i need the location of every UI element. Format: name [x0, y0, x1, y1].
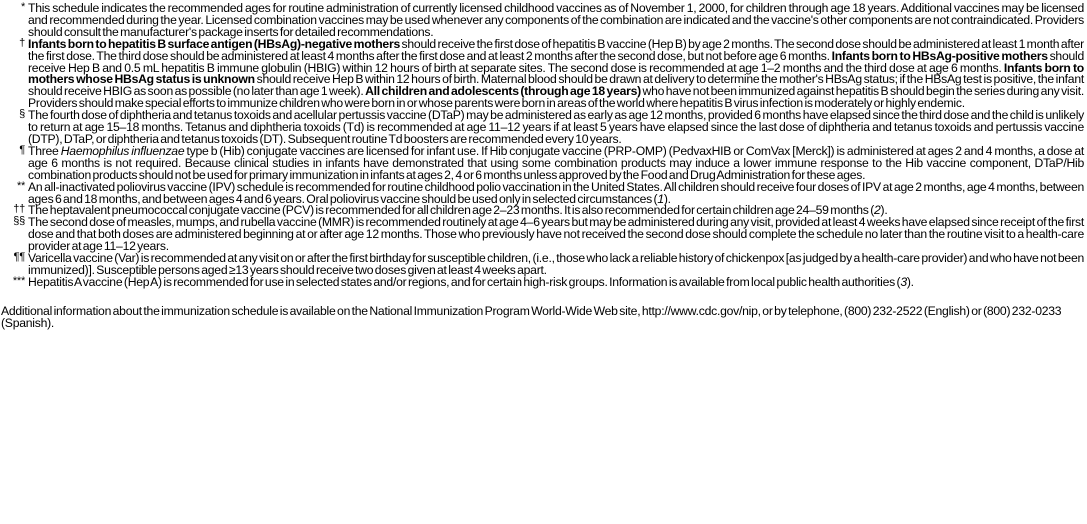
footnote-marker: *: [20, 1, 25, 13]
footnote-text-run: Haemophilus influenzae: [60, 143, 185, 158]
footnote-text-run: ).: [663, 191, 671, 206]
footnote-list: [0, 3, 1084, 289]
footnote-text-run: All children and adolescents (through age 18 years): [365, 84, 641, 99]
footnote-marker: †: [19, 36, 25, 49]
footnote-marker: ¶¶: [13, 251, 25, 264]
footnote-text-run: should receive Hep B and 0.5 mL hepatitis B immune globulin (HBIG) within 12 hours of birth at separate sites. The second dose is recommended at age 1–2 months and the third dose at age 6 months.: [28, 48, 1084, 75]
footnote-row: [0, 217, 1084, 253]
footnote-text-run: 3: [900, 274, 907, 289]
footnote-text: [28, 179, 1084, 206]
footnote-text-run: Hepatitis A vaccine (Hep A) is recommended for use in selected states and/or regions, and for certain high-risk groups. Information is available from local public health authorities (: [28, 274, 901, 289]
footnote-text: [28, 274, 1084, 289]
footnote-text-run: Infants born to hepatitis B surface antigen (HBsAg)-negative mothers: [28, 36, 400, 51]
footnote-text-run: should receive the first dose of hepatitis B vaccine (Hep B) by age 2 months. The second dose should be administered at least 1 month after the first dose. The third dose should be administered at least 4 months after the first dose and at least 2 months after the second dose, but not before age 6 months.: [28, 36, 1084, 63]
footnote-text-run: An all-inactivated poliovirus vaccine (IPV) schedule is recommended for routine childhood polio vaccination in the United States. All children should receive four doses of IPV at age 2 months, age 4 months, between ages 6 and 18 months, and between ages 4 and 6 years. Oral poliovirus vaccine should be used only in selected circumstances (: [28, 179, 1084, 206]
footnote-text-run: Three: [28, 143, 61, 158]
footnote-text-run: The second dose of measles, mumps, and rubella vaccine (MMR) is recommended routinely at age 4–6 years but may be administered during any visit, provided at least 4 weeks have elapsed since receipt of the first dose and that both doses are administered beginning at or after age 12 months. Those who previously have not received the second dose should complete the schedule no later than the routine visit to a health-care provider at age 11–12 years.: [28, 215, 1084, 254]
footnote-row: [0, 110, 1084, 146]
footnote-text-run: 2: [874, 203, 881, 218]
footnote-row: [0, 179, 1084, 206]
footnote-marker: §§: [13, 215, 25, 228]
footnote-text: [28, 217, 1084, 253]
footnote-text-run: The heptavalent pneumococcal conjugate vaccine (PCV) is recommended for all children age 2–23 months. It is also recommended for certain children age 24–59 months (: [28, 203, 874, 218]
footnote-text: [28, 253, 1084, 277]
footnote-text-run: Infants born to mothers whose HBsAg status is unknown: [28, 60, 1084, 87]
footnote-text-run: 1: [657, 191, 664, 206]
footnote-text-run: who have not been immunized against hepatitis B should begin the series during any visit. Providers should make special efforts to immunize children who were born in or whose parents were born in areas of the world where hepatitis B virus infection is moderately or highly endemic.: [28, 84, 1084, 111]
footnote-row: [0, 36, 1084, 111]
footnote-text: [28, 110, 1084, 146]
footnote-marker: ††: [13, 203, 25, 216]
footnote-marker: ¶: [19, 143, 25, 156]
footnote-marker: §: [19, 108, 25, 121]
footnote-text: [28, 36, 1084, 111]
footnote-text-run: ).: [906, 274, 914, 289]
footnote-row: [0, 253, 1084, 277]
footnote-row: [0, 143, 1085, 182]
footnote-text-run: type b (Hib) conjugate vaccines are licensed for infant use. If Hib conjugate vaccine (PRP-OMP) (PedvaxHIB or ComVax [Merck]) is administered at ages 2 and 4 months, a dose at age 6 months is not required. Because clinical studies in infants have demonstrated that using some combination products may induce a lower immune response to the Hib vaccine component, DTaP/Hib combination products should not be used for primary immunization in infants at ages 2, 4 or 6 months unless approved by the Food and Drug Administration for these ages.: [28, 143, 1085, 182]
footnote-text-run: ).: [880, 203, 888, 218]
footnote-row: [0, 3, 1084, 39]
footnote-text-run: Infants born to HBsAg-positive mothers: [831, 48, 1048, 63]
footnote-text-run: Varicella vaccine (Var) is recommended at any visit on or after the first birthday for susceptible children, (i.e., those who lack a reliable history of chickenpox [as judged by a health-care provider) and who have not been immunized)]. Susceptible persons aged ≥13 years should receive two doses given at least 4 weeks apart.: [28, 251, 1084, 277]
footnote-text-run: This schedule indicates the recommended ages for routine administration of currently licensed childhood vaccines as of November 1, 2000, for children through age 18 years. Additional vaccines may be licensed and recommended during the year. Licensed combination vaccines may be used whenever any components of the combination are indicated and the vaccine's other components are not contraindicated. Providers should consult the manufacturer's package inserts for detailed recommendations.: [28, 1, 1084, 39]
footnote-text: [28, 143, 1085, 182]
footnote-marker: **: [16, 179, 25, 192]
footnote-text-run: should receive Hep B within 12 hours of birth. Maternal blood should be drawn at delivery to determine the mother's HBsAg status; if the HBsAg test is positive, the infant should receive HBIG as soon as possible (no later than age 1 week).: [28, 72, 1084, 99]
footnote-row: [0, 274, 1084, 289]
footer-note: Additional information about the immunization schedule is available on the National Immunization Program World-Wide Web site, http://www.cdc.gov/nip, or by telephone, (800) 232-2522 (English) or (800) 232-0233 (Spanish).: [1, 303, 1062, 330]
footnote-text: [28, 3, 1084, 39]
footnote-text-run: The fourth dose of diphtheria and tetanus toxoids and acellular pertussis vaccine (DTaP) may be administered as early as age 12 months, provided 6 months have elapsed since the third dose and the child is unlikely to return at age 15–18 months. Tetanus and diphtheria toxoids (Td) is recommended at age 11–12 years if at least 5 years have elapsed since the last dose of diphtheria and tetanus toxoids and pertussis vaccine (DTP), DTaP, or diphtheria and tetanus toxoids (DT). Subsequent routine Td boosters are recommended every 10 years.: [28, 108, 1084, 146]
footnote-marker: ***: [12, 274, 25, 287]
